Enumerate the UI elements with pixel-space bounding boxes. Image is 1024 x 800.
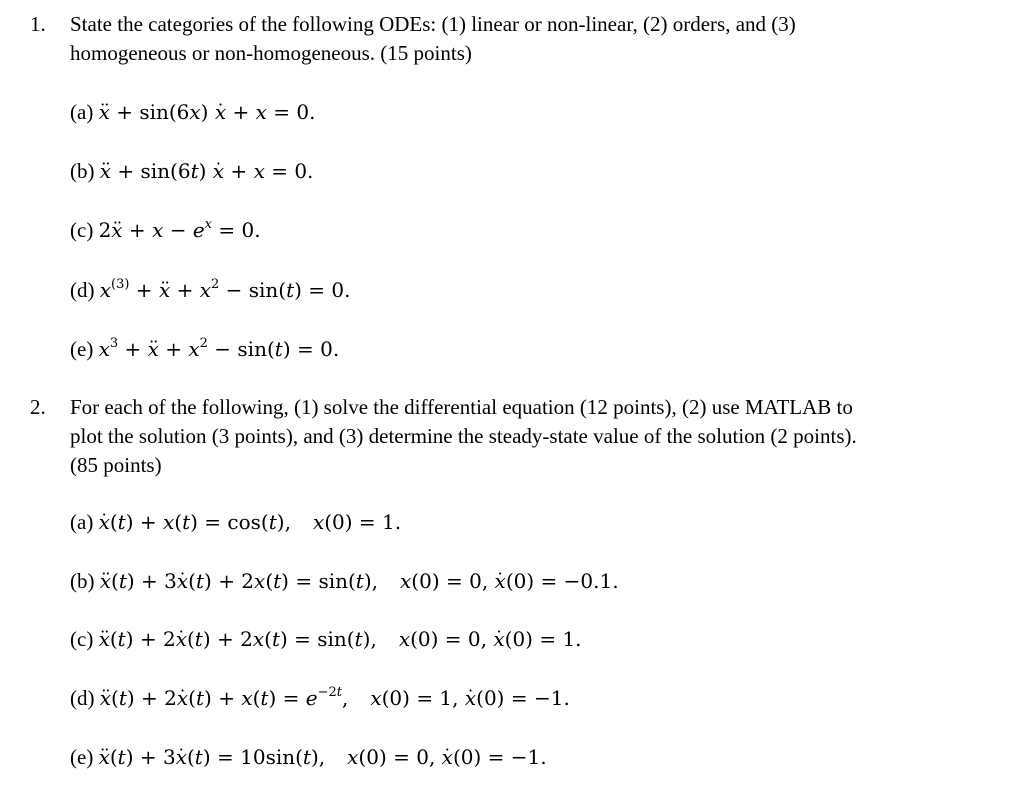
equation: x ·· + sin(6t) x · + x = 0. bbox=[100, 159, 314, 183]
question-prompt bbox=[70, 10, 1015, 68]
q2-item-d bbox=[70, 684, 570, 713]
prompt-line: plot the solution (3 points), and (3) determine the steady-state value of the solution (2 points). bbox=[70, 424, 857, 448]
initial-conditions: x(0) = 1. bbox=[312, 510, 402, 534]
equation: $x^3 + x$ ·· + $x^2 - \sin(t) = 0$. bbox=[99, 337, 340, 361]
item-label: (b) bbox=[70, 569, 100, 593]
equation: $x \cdot\cdot(t) + 2x \cdot(t) + x(t) = e^{-2t}$, bbox=[100, 686, 349, 710]
initial-conditions: x(0) = 0, x ·(0) = −1. bbox=[347, 745, 546, 769]
q2-item-c bbox=[70, 625, 582, 654]
initial-conditions: x(0) = 0, x ·(0) = −0.1. bbox=[400, 569, 619, 593]
question-prompt bbox=[70, 393, 1015, 480]
equation: x ·(t) + x(t) = cos(t), bbox=[99, 510, 291, 534]
item-label: (a) bbox=[70, 510, 99, 534]
question-number: 1. bbox=[30, 12, 46, 36]
prompt-line: (85 points) bbox=[70, 453, 162, 477]
question-number: 2. bbox=[30, 395, 46, 419]
q1-item-c: (c) 2x ·· + $x - e^x = 0$. bbox=[70, 216, 261, 245]
q1-item-a: (a) x ·· + sin(6x) x · + x = 0. bbox=[70, 98, 315, 127]
prompt-line: For each of the following, (1) solve the differential equation (12 points), (2) use MATLAB to bbox=[70, 395, 853, 419]
q2-item-a bbox=[70, 508, 401, 537]
equation: x ·· + sin(6x) x · + x = 0. bbox=[99, 100, 316, 124]
prompt-line: homogeneous or non-homogeneous. (15 points) bbox=[70, 41, 472, 65]
item-label: (d) bbox=[70, 686, 100, 710]
equation: x ··(t) + 2x ·(t) + 2x(t) = sin(t), bbox=[99, 627, 377, 651]
equation: x ··(t) + 3x ·(t) = 10sin(t), bbox=[99, 745, 326, 769]
q2-item-b bbox=[70, 567, 619, 596]
q1-item-b: (b) x ·· + sin(6t) x · + x = 0. bbox=[70, 157, 313, 186]
q1-item-d: (d) $x^{(3)} + x$ ·· + $x^2 - \sin(t) = 0$. bbox=[70, 276, 351, 305]
q2-item-e bbox=[70, 743, 547, 772]
q1-item-e: (e) $x^3 + x$ ·· + $x^2 - \sin(t) = 0$. bbox=[70, 335, 339, 364]
equation: $x^{(3)} + x$ ·· + $x^2 - \sin(t) = 0$. bbox=[100, 278, 351, 302]
prompt-line: State the categories of the following ODEs: (1) linear or non-linear, (2) orders, and (3) bbox=[70, 12, 796, 36]
equation: 2x ·· + $x - e^x = 0$. bbox=[99, 218, 261, 242]
item-label: (c) bbox=[70, 627, 99, 651]
equation: x ··(t) + 3x ·(t) + 2x(t) = sin(t), bbox=[100, 569, 378, 593]
item-label: (e) bbox=[70, 745, 99, 769]
initial-conditions: x(0) = 1, x ·(0) = −1. bbox=[370, 686, 569, 710]
initial-conditions: x(0) = 0, x ·(0) = 1. bbox=[399, 627, 582, 651]
